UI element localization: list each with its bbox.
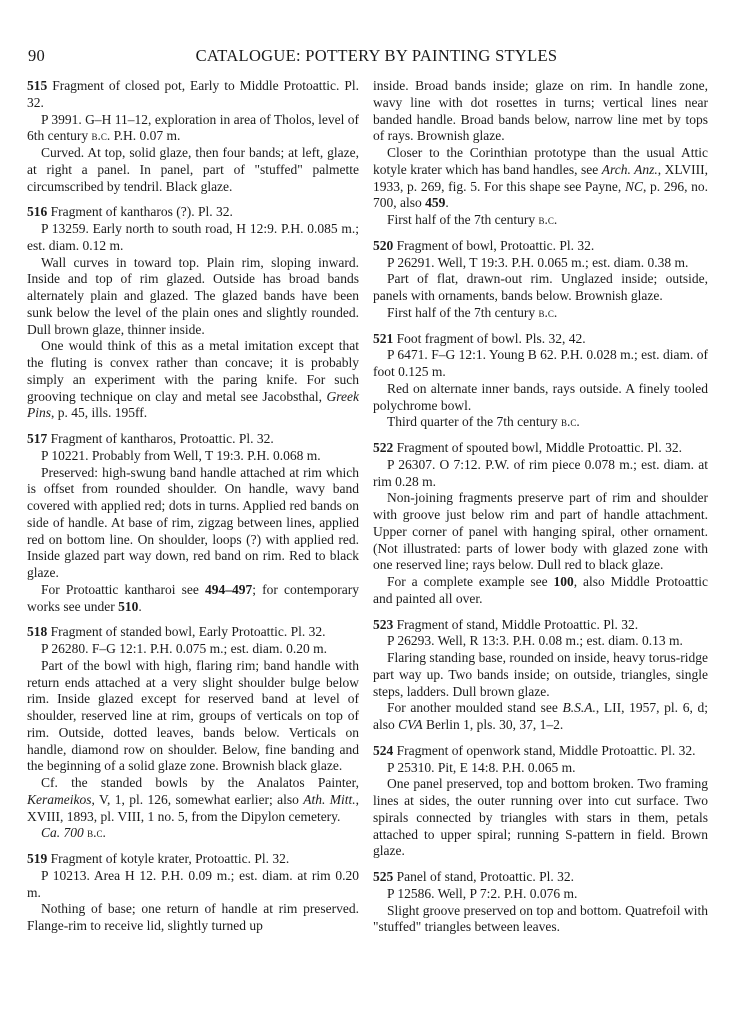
entry-ref: P 26291. Well, T 19:3. P.H. 0.065 m.; est. diam. 0.38 m. xyxy=(387,254,689,270)
entry-description: Part of flat, drawn-out rim. Unglazed inside; outside, panels with ornaments, bands below. Brownish glaze. xyxy=(373,271,708,303)
entry-number: 524 xyxy=(373,742,394,758)
entry-516 xyxy=(27,204,359,422)
right-column xyxy=(373,78,708,945)
entry-525 xyxy=(373,869,708,936)
entry-523 xyxy=(373,617,708,734)
entry-description: Red on alternate inner bands, rays outside. A finely tooled polychrome bowl. xyxy=(373,380,708,413)
entry-ref: P 10221. Probably from Well, T 19:3. P.H. 0.068 m. xyxy=(41,447,321,463)
entry-524 xyxy=(373,743,708,860)
left-column xyxy=(27,78,359,944)
entry-522 xyxy=(373,440,708,608)
entry-518 xyxy=(27,624,359,842)
entry-note: For Protoattic kantharoi see 494–497; for contemporary works see under 510. xyxy=(27,581,359,614)
entry-description: Curved. At top, solid glaze, then four bands; at left, glaze, at right a panel. In panel, part of "stuffed" palmette circumscribed by tendril. Black glaze. xyxy=(27,145,359,194)
entry-number: 519 xyxy=(27,851,48,866)
entry-title: Fragment of kotyle krater, Protoattic. Pl. 32. xyxy=(50,851,290,866)
entry-ref: P 26307. O 7:12. P.W. of rim piece 0.078 m.; est. diam. at rim 0.28 m. xyxy=(373,456,708,489)
entry-date: First half of the 7th century b.c. xyxy=(387,212,558,227)
entry-ref: P 13259. Early north to south road, H 12:9. P.H. 0.085 m.; est. diam. 0.12 m. xyxy=(27,221,359,253)
page-header xyxy=(28,46,705,68)
entry-description: Preserved: high-swung band handle attached at rim which is offset from rounded shoulder. On handle, wavy band covered with applied red; dots in turns. Applied red bands on side of handle. At base of rim, zigzag between lines, applied red on bottom line. On shoulder, loops (?) with applied red. Inside glazed part way down, red band on rim. Red to black glaze. xyxy=(27,464,359,580)
entry-number: 517 xyxy=(27,431,48,446)
entry-title: Fragment of standed bowl, Early Protoattic. Pl. 32. xyxy=(50,624,326,640)
entry-ref: P 26280. F–G 12:1. P.H. 0.075 m.; est. diam. 0.20 m. xyxy=(41,641,328,656)
entry-date: Third quarter of the 7th century b.c. xyxy=(387,414,580,430)
entry-title: Fragment of kantharos, Protoattic. Pl. 32. xyxy=(50,431,274,446)
entry-note: Closer to the Corinthian prototype than the usual Attic kotyle krater which has band handles, see Arch. Anz., XLVIII, 1933, p. 269, fig. 5. For this shape see Payne, NC, p. 296, no. 700, also 459. xyxy=(373,145,709,211)
entry-description: Slight groove preserved on top and bottom. Quatrefoil with "stuffed" triangles between leaves. xyxy=(373,902,708,935)
entry-description: One panel preserved, top and bottom broken. Two framing lines at sides, the outer running over into cut surface. Two spirals connected by triangles with stars in them, petals attached to upper spiral; running S-pattern in field. Brown glaze. xyxy=(373,776,708,859)
entry-number: 521 xyxy=(373,330,394,346)
entry-ref: P 12586. Well, P 7:2. P.H. 0.076 m. xyxy=(387,885,578,901)
entry-description: Non-joining fragments preserve part of rim and shoulder with groove just below rim and part of handle attachment. Upper corner of panel with hanging spiral, other ornament. (Not illustrated: parts of lower body with glazed zone with one reserved line; rays below. Dull red to black glaze. xyxy=(373,490,708,573)
entry-number: 515 xyxy=(27,78,48,93)
entry-note: For a complete example see 100, also Middle Protoattic and painted all over. xyxy=(373,574,709,606)
entry-517 xyxy=(27,431,359,615)
entry-note: For another moulded stand see B.S.A., LII, 1957, pl. 6, d; also CVA Berlin 1, pls. 30, 37, 1–2. xyxy=(373,700,708,732)
entry-title: Fragment of stand, Middle Protoattic. Pl. 32. xyxy=(396,616,639,632)
entry-description: Flaring standing base, rounded on inside, heavy torus-ridge part way up. Two bands inside; on outside, triangles, single steps, ladders. Dull brown glaze. xyxy=(373,650,708,699)
entry-description: Wall curves in toward top. Plain rim, sloping inward. Inside and top of rim glazed. Outside has broad bands alternately plain and glazed. The glazed bands have been sunk below the level of the plain ones and slightly rounded. Dull brown glaze, thinner inside. xyxy=(27,254,359,337)
entry-description: inside. Broad bands inside; glaze on rim. In handle zone, wavy line with dot rosettes in turns; vertical lines near banded handle. Broad bands below, narrow line met by tops of rays. Brownish glaze. xyxy=(373,78,708,144)
entry-note: One would think of this as a metal imitation except that the fluting is convex rather than concave; it is probably simply an experiment with the paring knife. For such grooving technique on clay and metal see Jacobsthal, Greek Pins, p. 45, ills. 195ff. xyxy=(27,338,359,421)
entry-title: Fragment of spouted bowl, Middle Protoattic. Pl. 32. xyxy=(396,440,682,455)
entry-number: 525 xyxy=(373,869,394,884)
entry-date: First half of the 7th century b.c. xyxy=(387,304,558,320)
entry-519-continued xyxy=(373,78,708,229)
entry-note: Cf. the standed bowls by the Analatos Painter, Kerameikos, V, 1, pl. 126, somewhat earlier; also Ath. Mitt., XVIII, 1893, pl. VIII, 1 no. 5, from the Dipylon cemetery. xyxy=(27,775,359,824)
entry-description: Nothing of base; one return of handle at rim preserved. Flange-rim to receive lid, slightly turned up xyxy=(27,901,359,933)
entry-title: Foot fragment of bowl. Pls. 32, 42. xyxy=(396,330,586,346)
entry-515: 515 Fragment of closed pot, Early to Middle Protoattic. Pl. 32. P 3991. G–H 11–12, exploration in area of Tholos, level of 6th century b.c. P.H. 0.07 m. Curved. At top, solid glaze, then four bands; at left, glaze, at right a panel. In panel, part of "stuffed" palmette circumscribed by tendril. Black glaze. xyxy=(27,78,359,194)
entry-title: Fragment of kantharos (?). Pl. 32. xyxy=(50,204,233,220)
entry-519 xyxy=(27,851,359,935)
entry-number: 520 xyxy=(373,237,394,253)
entry-number: 523 xyxy=(373,616,394,632)
entry-number: 516 xyxy=(27,204,48,220)
entry-ref: P 6471. F–G 12:1. Young B 62. P.H. 0.028 m.; est. diam. of foot 0.125 m. xyxy=(373,347,708,379)
entry-ref: P 10213. Area H 12. P.H. 0.09 m.; est. diam. at rim 0.20 m. xyxy=(27,867,359,900)
page-number: 90 xyxy=(28,46,46,65)
entry-520 xyxy=(373,238,708,322)
entry-title: Panel of stand, Protoattic. Pl. 32. xyxy=(396,869,574,884)
running-head: CATALOGUE: POTTERY BY PAINTING STYLES xyxy=(195,46,558,65)
entry-title: Fragment of openwork stand, Middle Protoattic. Pl. 32. xyxy=(396,742,696,758)
entry-title: Fragment of bowl, Protoattic. Pl. 32. xyxy=(396,237,595,253)
entry-date: Ca. 700 b.c. xyxy=(41,825,106,841)
entry-number: 518 xyxy=(27,624,48,640)
entry-number: 522 xyxy=(373,440,394,455)
entry-ref: P 25310. Pit, E 14:8. P.H. 0.065 m. xyxy=(387,759,576,775)
entry-title: Fragment of closed pot, Early to Middle Protoattic. Pl. 32. xyxy=(27,78,359,110)
entry-521 xyxy=(373,331,708,432)
entry-description: Part of the bowl with high, flaring rim; band handle with return ends attached at a very slight shoulder bulge below rim. Inside glazed except for reserved band at level of shoulder, reserved line at rim, groups of verticals on top of rim. Outside, dotted leaves, bands below. Verticals on handle, diamond row on shoulder. Below, fine banding and the beginning of a solid glaze zone. Brownish black glaze. xyxy=(27,657,359,774)
entry-ref: P 3991. G–H 11–12, exploration in area of Tholos, level of 6th century xyxy=(27,111,359,144)
entry-ref: P 26293. Well, R 13:3. P.H. 0.08 m.; est. diam. 0.13 m. xyxy=(387,633,683,649)
